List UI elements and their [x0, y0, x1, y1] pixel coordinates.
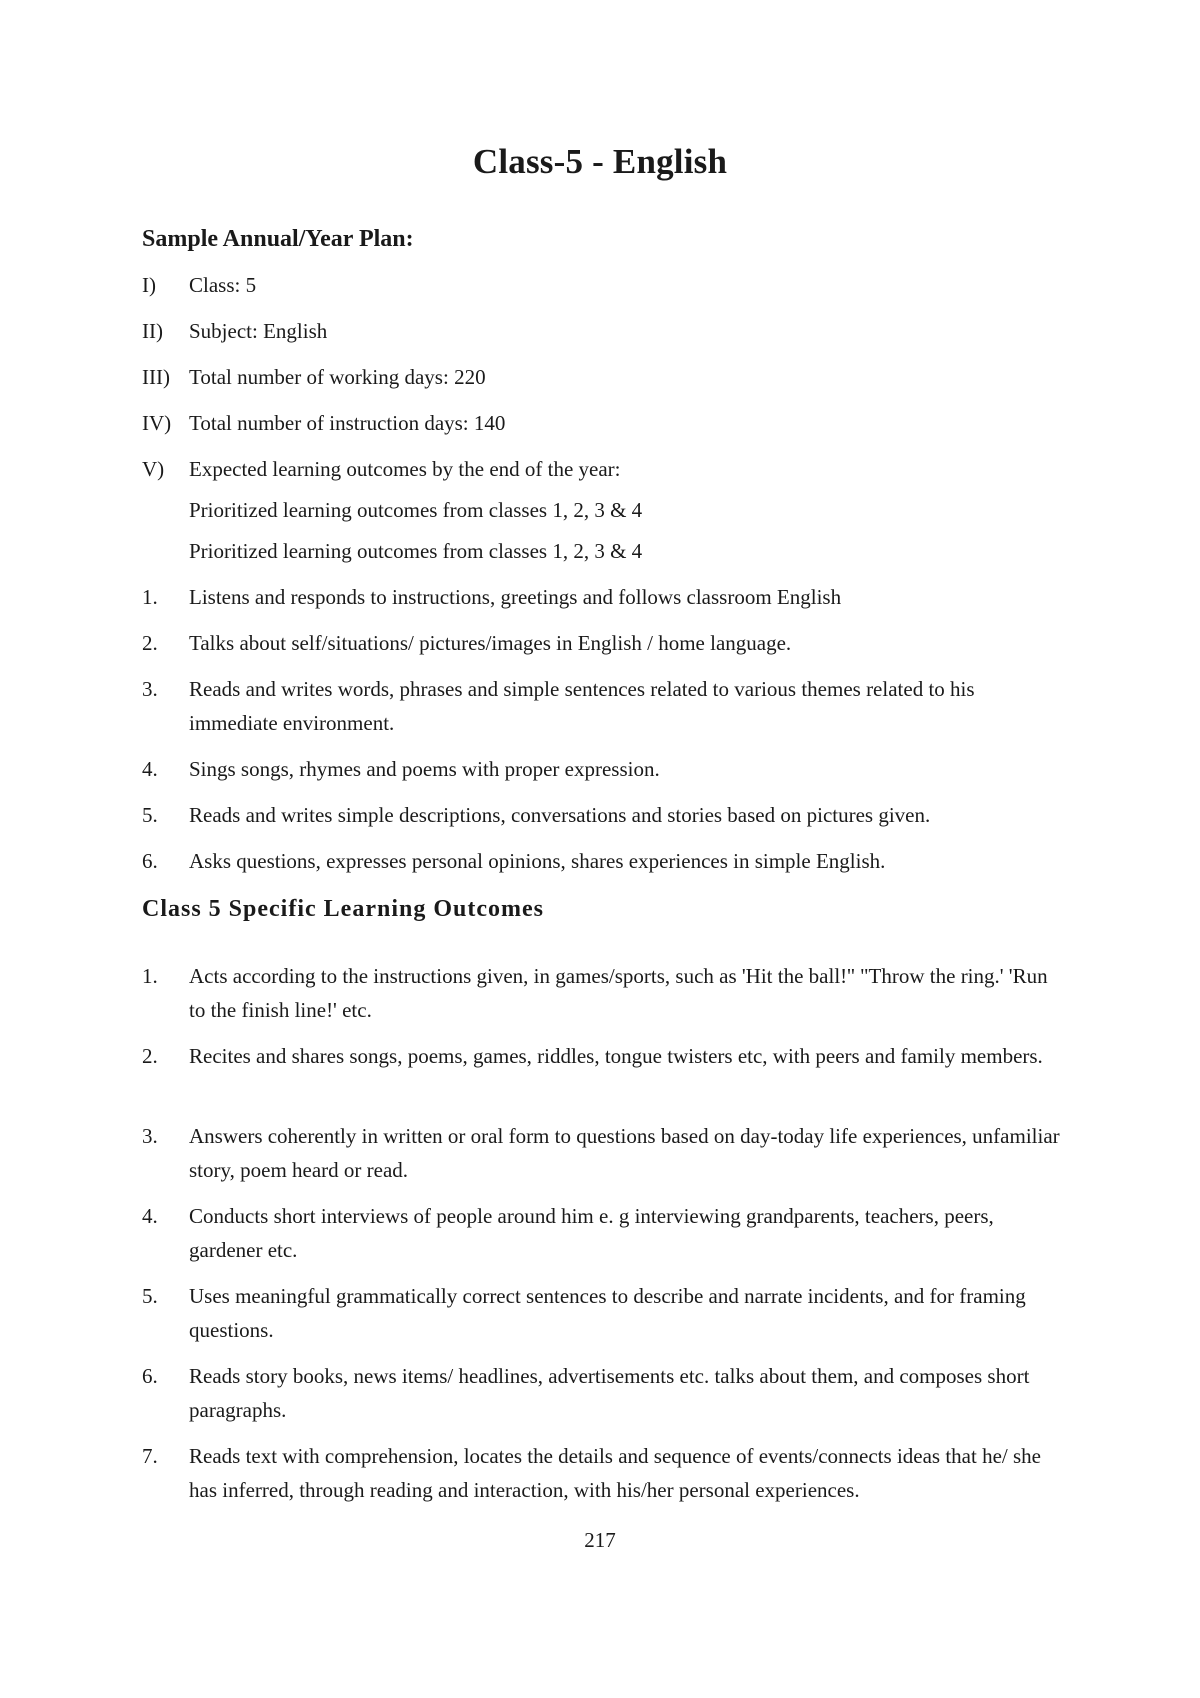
specific-outcome-item [142, 1359, 1062, 1427]
outcome-item [142, 798, 1062, 832]
outcome-marker: 2. [142, 631, 158, 655]
specific-outcome-marker: 3. [142, 1124, 158, 1148]
specific-outcome-item [142, 1039, 1062, 1073]
plan-item [142, 268, 1062, 302]
specific-outcome-item [142, 1119, 1062, 1187]
plan-item [142, 406, 1062, 440]
specific-outcome-text: Uses meaningful grammatically correct sentences to describe and narrate incidents, and for framing questions. [189, 1284, 1026, 1342]
specific-outcome-text: Reads story books, news items/ headlines, advertisements etc. talks about them, and composes short paragraphs. [189, 1364, 1030, 1422]
plan-item-text: Subject: English [189, 319, 328, 343]
plan-item-marker: I) [142, 273, 156, 297]
outcome-marker: 4. [142, 757, 158, 781]
plan-item-marker: II) [142, 319, 163, 343]
specific-outcome-text: Recites and shares songs, poems, games, riddles, tongue twisters etc, with peers and family members. [189, 1044, 1043, 1068]
specific-outcome-marker: 6. [142, 1364, 158, 1388]
plan-item [142, 452, 1062, 486]
specific-outcome-marker: 4. [142, 1204, 158, 1228]
plan-item-marker: IV) [142, 411, 172, 435]
specific-outcome-marker: 1. [142, 964, 158, 988]
outcome-text: Asks questions, expresses personal opinions, shares experiences in simple English. [189, 849, 886, 873]
outcome-item [142, 580, 1062, 614]
outcome-marker: 5. [142, 803, 158, 827]
specific-outcome-marker: 2. [142, 1044, 158, 1068]
plan-item-marker: V) [142, 457, 165, 481]
specific-outcome-item [142, 959, 1062, 1027]
outcome-text: Listens and responds to instructions, greetings and follows classroom English [189, 585, 842, 609]
specific-outcome-item [142, 1439, 1062, 1507]
plan-item-text: Total number of instruction days: 140 [189, 411, 506, 435]
specific-outcome-marker: 7. [142, 1444, 158, 1468]
outcome-text: Reads and writes simple descriptions, conversations and stories based on pictures given. [189, 803, 931, 827]
outcome-item [142, 626, 1062, 660]
specific-outcome-item [142, 1199, 1062, 1267]
plan-item [142, 314, 1062, 348]
outcome-text: Sings songs, rhymes and poems with proper expression. [189, 757, 660, 781]
outcome-text: Talks about self/situations/ pictures/images in English / home language. [189, 631, 792, 655]
plan-subline: Prioritized learning outcomes from classes 1, 2, 3 & 4 [189, 539, 643, 563]
outcome-marker: 3. [142, 677, 158, 701]
specific-outcome-text: Reads text with comprehension, locates the details and sequence of events/connects ideas that he/ she has inferred, through reading and interaction, with his/her personal experiences. [189, 1444, 1041, 1502]
specific-outcome-marker: 5. [142, 1284, 158, 1308]
plan-subline: Prioritized learning outcomes from classes 1, 2, 3 & 4 [189, 498, 643, 522]
outcome-marker: 1. [142, 585, 158, 609]
plan-item-text: Class: 5 [189, 273, 257, 297]
page-title: Class-5 - English [472, 142, 728, 181]
outcome-text: Reads and writes words, phrases and simple sentences related to various themes related to his immediate environment. [189, 677, 975, 735]
specific-outcome-item [142, 1279, 1062, 1347]
specific-outcome-text: Acts according to the instructions given, in games/sports, such as 'Hit the ball!'' "Throw the ring.' 'Run to the finish line!' etc. [189, 964, 1048, 1022]
specific-outcomes-heading: Class 5 Specific Learning Outcomes [142, 896, 544, 922]
plan-item [142, 360, 1062, 394]
outcome-item [142, 752, 1062, 786]
plan-heading: Sample Annual/Year Plan: [142, 226, 414, 252]
page-number: 217 [584, 1528, 616, 1552]
plan-item-text: Total number of working days: 220 [189, 365, 486, 389]
outcome-item [142, 844, 1062, 878]
specific-outcome-text: Answers coherently in written or oral form to questions based on day-today life experiences, unfamiliar story, poem heard or read. [189, 1124, 1060, 1182]
outcome-item [142, 672, 1062, 740]
outcome-marker: 6. [142, 849, 158, 873]
specific-outcome-text: Conducts short interviews of people around him e. g interviewing grandparents, teachers, peers, gardener etc. [189, 1204, 994, 1262]
plan-item-text: Expected learning outcomes by the end of the year: [189, 457, 621, 481]
plan-item-marker: III) [142, 365, 170, 389]
